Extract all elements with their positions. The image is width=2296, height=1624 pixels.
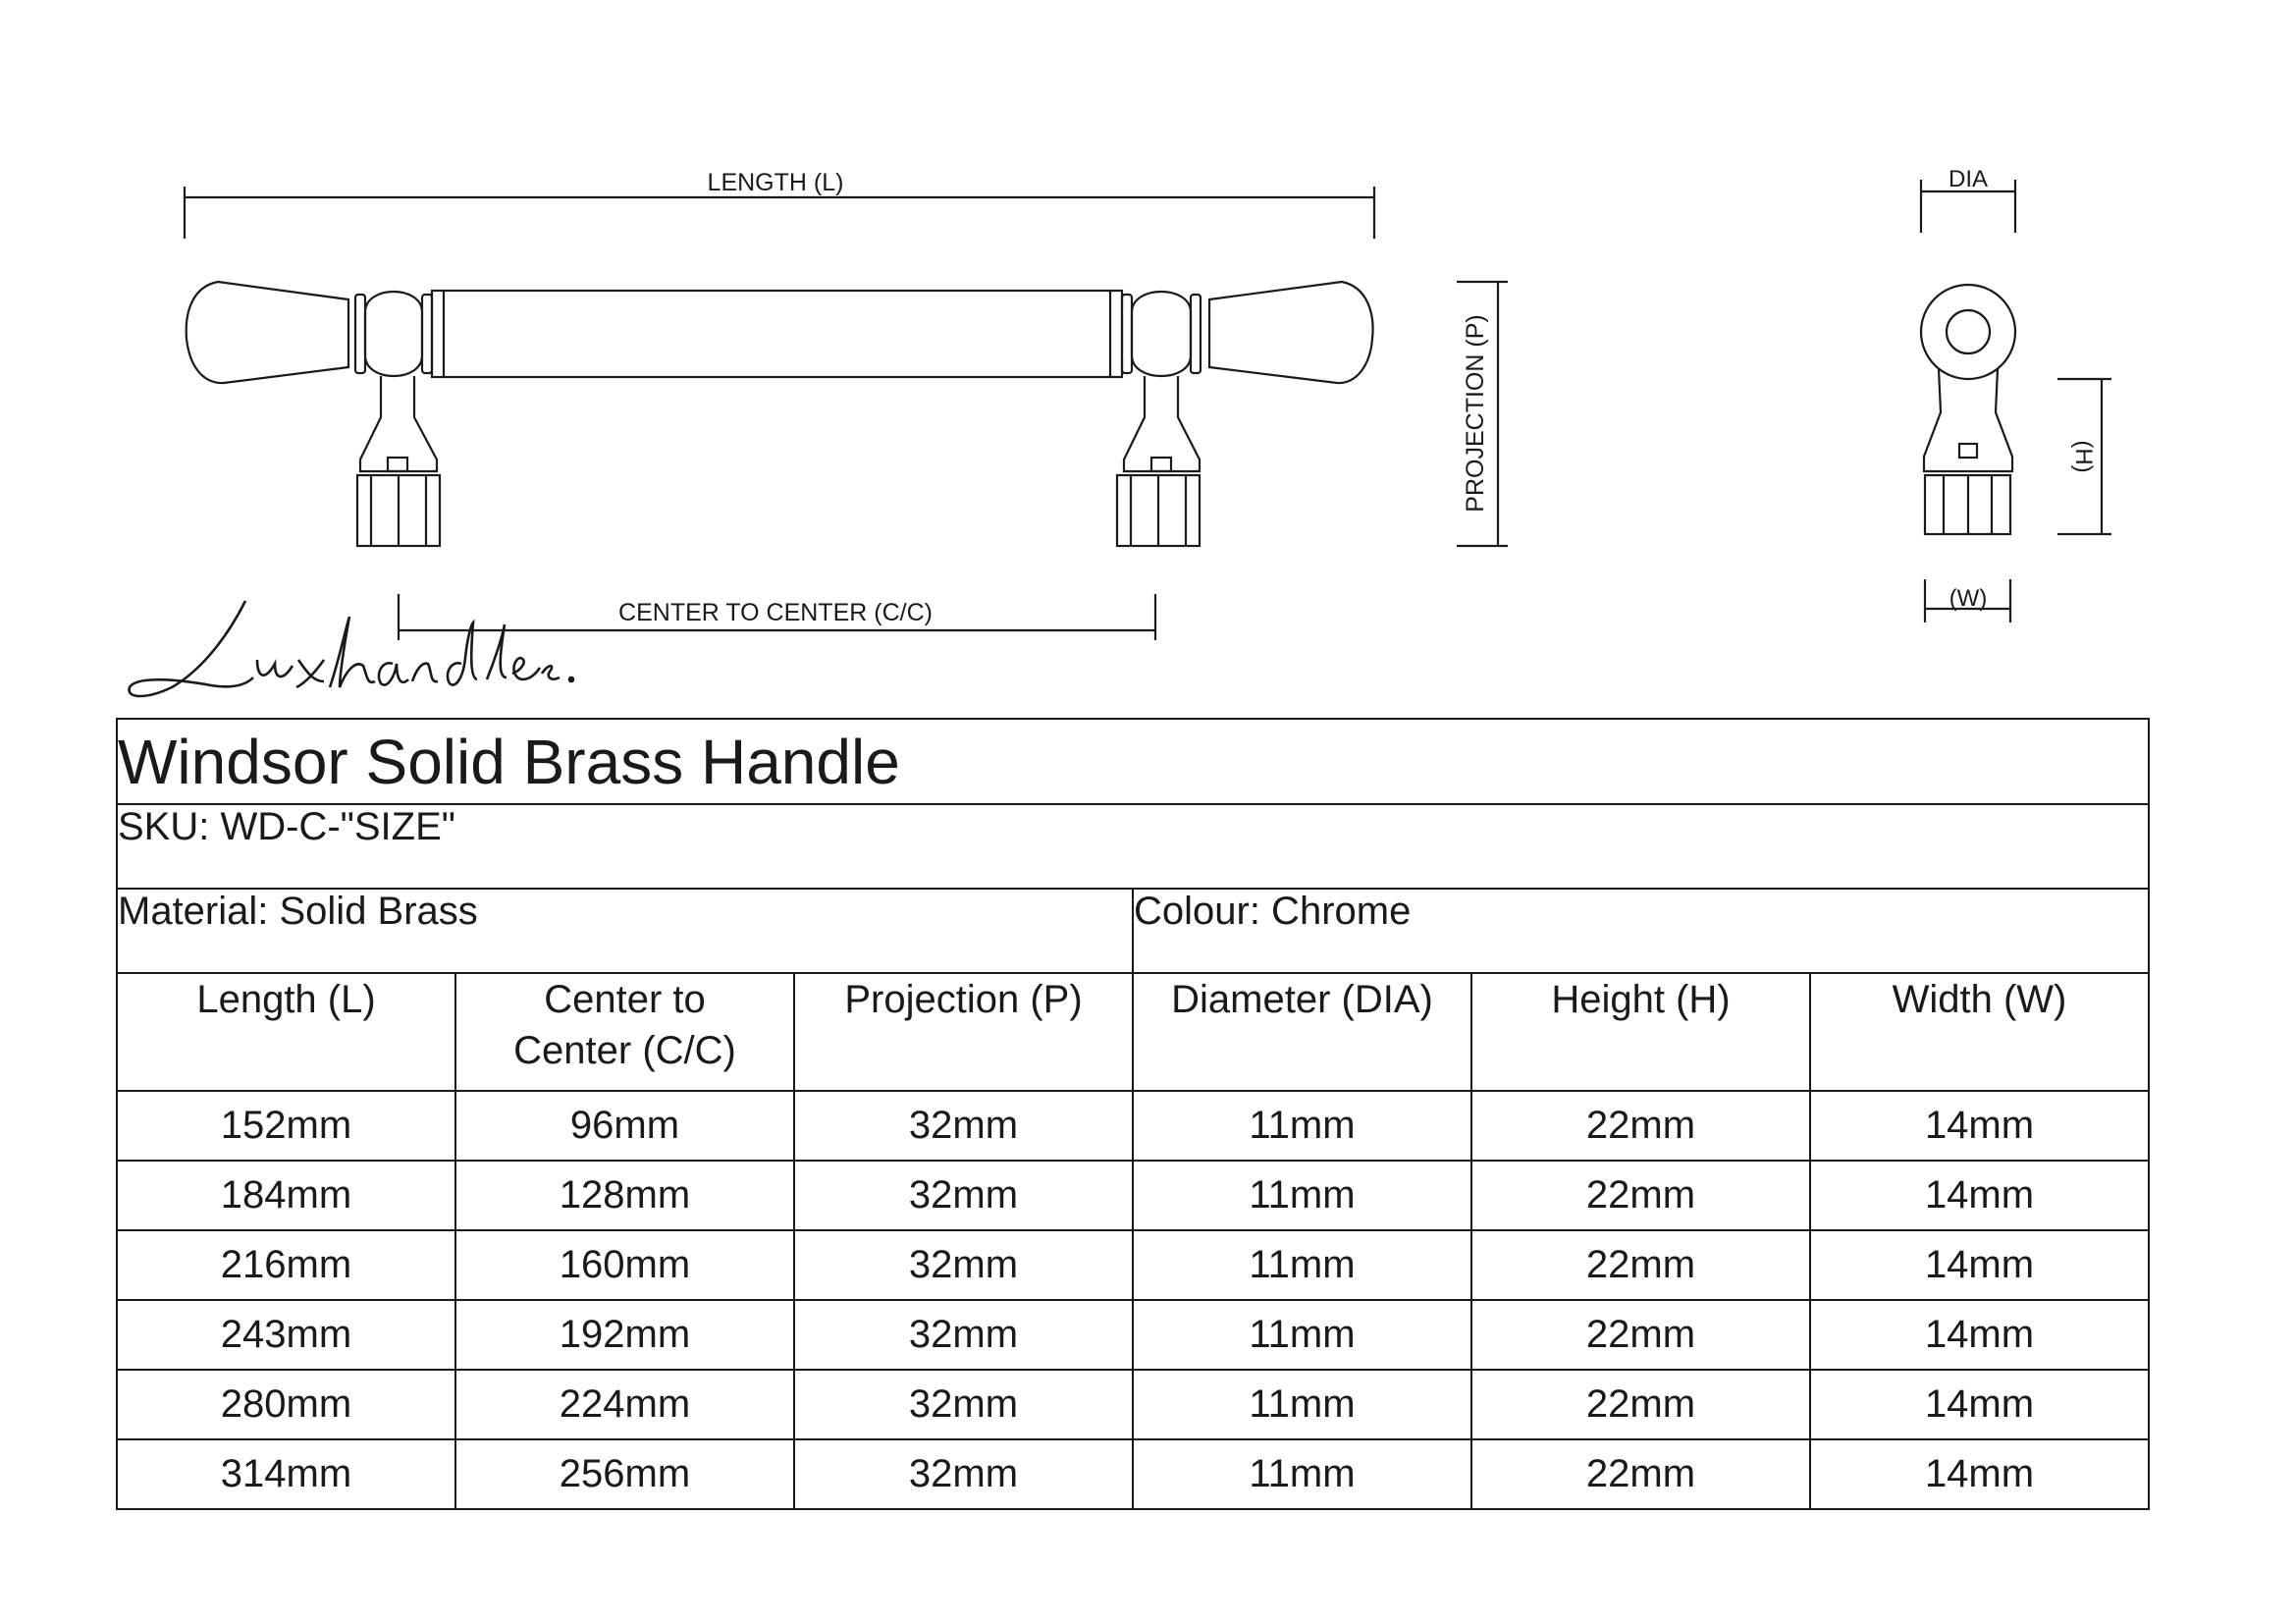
- title-row: [117, 719, 2149, 804]
- colour: Colour: Chrome: [1133, 889, 2149, 973]
- cell-center-to-center: 224mm: [455, 1370, 794, 1439]
- technical-drawing: [0, 0, 2296, 727]
- table-row: [117, 1439, 2149, 1509]
- column-header-center-to-center: Center to Center (C/C): [455, 973, 794, 1091]
- dia-label: DIA: [1948, 166, 1989, 192]
- column-header-diameter: Diameter (DIA): [1133, 973, 1471, 1091]
- cell-height: 22mm: [1471, 1230, 1810, 1300]
- cell-width: 14mm: [1810, 1370, 2149, 1439]
- cell-diameter: 11mm: [1133, 1091, 1471, 1161]
- cell-diameter: 11mm: [1133, 1370, 1471, 1439]
- cell-center-to-center: 256mm: [455, 1439, 794, 1509]
- table-row: [117, 1300, 2149, 1370]
- cell-height: 22mm: [1471, 1300, 1810, 1370]
- cell-height: 22mm: [1471, 1161, 1810, 1230]
- cell-width: 14mm: [1810, 1439, 2149, 1509]
- column-header-length: Length (L): [117, 973, 455, 1091]
- handle-front-view: [187, 282, 1373, 546]
- cell-width: 14mm: [1810, 1161, 2149, 1230]
- cell-diameter: 11mm: [1133, 1230, 1471, 1300]
- projection-label: PROJECTION (P): [1462, 314, 1489, 513]
- sku: SKU: WD-C-"SIZE": [117, 804, 2149, 889]
- cell-projection: 32mm: [794, 1300, 1133, 1370]
- cell-projection: 32mm: [794, 1230, 1133, 1300]
- cell-center-to-center: 128mm: [455, 1161, 794, 1230]
- cell-projection: 32mm: [794, 1161, 1133, 1230]
- cell-projection: 32mm: [794, 1370, 1133, 1439]
- cell-width: 14mm: [1810, 1300, 2149, 1370]
- center-to-center-label: CENTER TO CENTER (C/C): [618, 599, 933, 626]
- luxhandles-signature: [130, 601, 573, 696]
- table-row: [117, 1370, 2149, 1439]
- cell-height: 22mm: [1471, 1370, 1810, 1439]
- material-colour-row: [117, 889, 2149, 973]
- height-label: (H): [2070, 440, 2097, 473]
- cell-length: 314mm: [117, 1439, 455, 1509]
- cell-length: 152mm: [117, 1091, 455, 1161]
- handle-side-view: [1921, 285, 2015, 534]
- cell-width: 14mm: [1810, 1091, 2149, 1161]
- cell-length: 216mm: [117, 1230, 455, 1300]
- cell-diameter: 11mm: [1133, 1161, 1471, 1230]
- cell-width: 14mm: [1810, 1230, 2149, 1300]
- column-header-row: [117, 973, 2149, 1091]
- cell-projection: 32mm: [794, 1091, 1133, 1161]
- column-header-projection: Projection (P): [794, 973, 1133, 1091]
- sku-row: [117, 804, 2149, 889]
- column-header-width: Width (W): [1810, 973, 2149, 1091]
- cell-center-to-center: 96mm: [455, 1091, 794, 1161]
- cell-length: 184mm: [117, 1161, 455, 1230]
- cell-center-to-center: 160mm: [455, 1230, 794, 1300]
- width-label: (W): [1949, 585, 1988, 612]
- column-header-height: Height (H): [1471, 973, 1810, 1091]
- product-title: Windsor Solid Brass Handle: [117, 719, 2149, 804]
- length-label: LENGTH (L): [707, 169, 844, 196]
- cell-length: 243mm: [117, 1300, 455, 1370]
- cell-diameter: 11mm: [1133, 1439, 1471, 1509]
- cell-center-to-center: 192mm: [455, 1300, 794, 1370]
- cell-length: 280mm: [117, 1370, 455, 1439]
- cell-height: 22mm: [1471, 1439, 1810, 1509]
- cell-height: 22mm: [1471, 1091, 1810, 1161]
- cell-projection: 32mm: [794, 1439, 1133, 1509]
- table-row: [117, 1091, 2149, 1161]
- cell-diameter: 11mm: [1133, 1300, 1471, 1370]
- material: Material: Solid Brass: [117, 889, 1133, 973]
- spec-table: [116, 718, 2150, 1510]
- table-row: [117, 1230, 2149, 1300]
- table-row: [117, 1161, 2149, 1230]
